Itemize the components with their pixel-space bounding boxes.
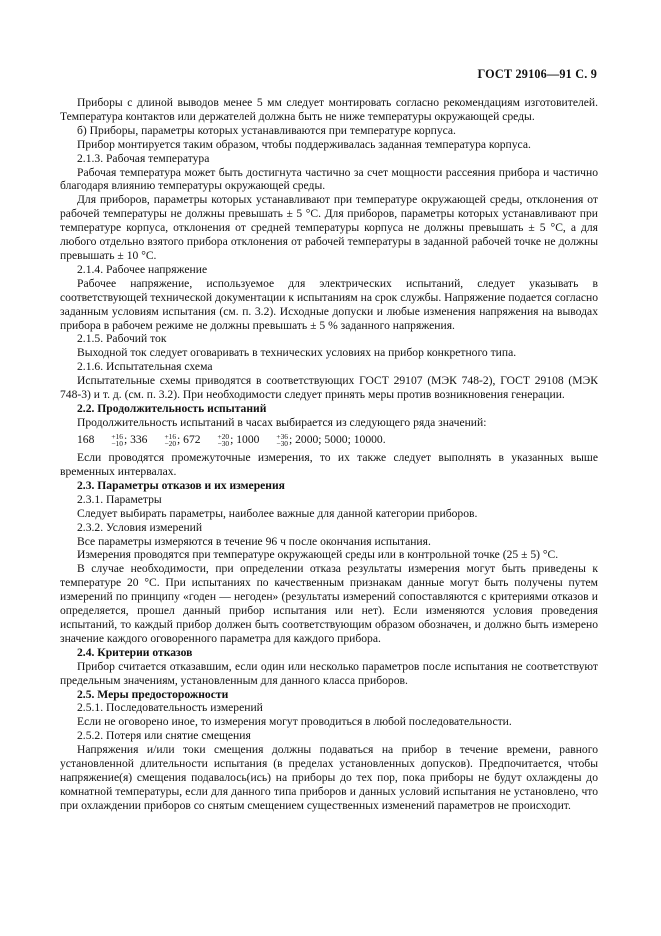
tolerance-upper: +36	[276, 432, 288, 442]
paragraph: Прибор считается отказавшим, если один или несколько параметров после испытания не соответствуют предельным значениям, установленным для данного класса приборов.	[60, 659, 598, 687]
tolerance	[94, 433, 123, 447]
section-heading: 2.5.2. Потеря или снятие смещения	[77, 729, 251, 743]
duration-series: 168 +16 −10 ; 336 +16 −20 ; 672 +20 −30 ; 1000 +36 −30 ; 2000; 5000; 10000.	[77, 432, 386, 449]
paragraph: Приборы с длиной выводов менее 5 мм следует монтировать согласно рекомендациям изготовителей. Температура контактов или держателей должна быть не ниже температуры окружающей среды.	[60, 96, 598, 123]
paragraph: Напряжения и/или токи смещения должны подаваться на прибор в течение времени, равного установленной длительности испытания (в пределах установленных допусков). Предпочитается, чтобы напряжение(я) смещения подавалось(ись) на приборы до тех пор, пока приборы не будут охлаждены до комнатной температуры, если для данного типа приборов и данных условий испытания не установлено, что при охлаждении приборов со снятым смещением существенных изменений параметров не происходит.	[60, 743, 598, 812]
tolerance-upper: +16	[111, 432, 123, 442]
paragraph: В случае необходимости, при определении отказа результаты измерения могут быть приведены к температуре 20 °С. При испытаниях по качественным признакам данные могут быть получены путем измерений по принципу «годен — негоден» (результаты измерений сопоставляются с критериями отказов и определяется, прошел данный прибор испытания или нет). Если изменяются условия проведения испытаний, то каждый прибор должен быть соответствующим образом обозначен, и должно быть измерено значение каждого оговоренного параметра для каждого прибора.	[60, 562, 598, 645]
tolerance	[201, 433, 230, 447]
section-heading: 2.3. Параметры отказов и их измерения	[77, 478, 285, 492]
section-heading: 2.5.1. Последовательность измерений	[77, 701, 263, 715]
paragraph: Для приборов, параметры которых устанавливают при температуре окружающей среды, отклонения от рабочей температуры не должны превышать ± 5 °С. Для приборов, параметры которых устанавливают при температуре корпуса, отклонения от средней температуры корпуса не должны превышать ± 5 °С, а для любого отдельно взятого прибора отклонения от рабочей температуры в заданной рабочей точке не должны превышать ± 10 °С.	[60, 193, 598, 262]
tolerance	[147, 433, 176, 447]
paragraph: Испытательные схемы приводятся в соответствующих ГОСТ 29107 (МЭК 748-2), ГОСТ 29108 (МЭК 748-3) и т. д. (см. п. 3.2). При необходимости следует принять меры против возникновения генерации.	[60, 374, 598, 402]
paragraph: Если проводятся промежуточные измерения, то их также следует выполнять в указанных выше временных интервалах.	[60, 451, 598, 478]
paragraph: Продолжительность испытаний в часах выбирается из следующего ряда значений:	[77, 415, 487, 429]
paragraph: Рабочее напряжение, используемое для электрических испытаний, следует указывать в соответствующей технической документации к испытаниям на срок службы. Напряжение подается согласно заданным условиям испытания (см. п. 3.2). Исходные допуски и любые изменения напряжения на выводах прибора в рабочем режиме не должны превышать ± 5 % заданного напряжения.	[60, 276, 598, 332]
section-heading: 2.3.2. Условия измерений	[77, 520, 203, 534]
series-value: 1000	[236, 432, 260, 446]
tolerance-upper: +20	[217, 432, 230, 442]
series-value: 672	[183, 432, 201, 446]
paragraph: Рабочая температура может быть достигнута частично за счет мощности рассеяния прибора и частично благодаря влиянию температуры окружающей среды.	[60, 165, 598, 193]
section-heading: 2.1.4. Рабочее напряжение	[77, 262, 208, 276]
paragraph: б) Приборы, параметры которых устанавливаются при температуре корпуса.	[77, 123, 456, 137]
paragraph: Выходной ток следует оговаривать в технических условиях на прибор конкретного типа.	[77, 346, 517, 360]
section-heading: 2.4. Критерии отказов	[77, 645, 193, 659]
paragraph: Следует выбирать параметры, наиболее важные для данной категории приборов.	[77, 506, 478, 520]
section-heading: 2.1.3. Рабочая температура	[77, 151, 210, 165]
tolerance-lower: −30	[276, 439, 288, 449]
paragraph: Если не оговорено иное, то измерения могут проводиться в любой последовательности.	[77, 715, 512, 729]
paragraph: Все параметры измеряются в течение 96 ч после окончания испытания.	[77, 534, 431, 548]
paragraph: Прибор монтируется таким образом, чтобы поддерживалась заданная температура корпуса.	[77, 137, 531, 151]
section-heading: 2.3.1. Параметры	[77, 492, 162, 506]
series-value: 168	[77, 432, 95, 446]
tolerance-lower: −30	[217, 439, 230, 449]
tolerance-lower: −20	[164, 439, 177, 449]
section-heading: 2.1.6. Испытательная схема	[77, 360, 213, 374]
paragraph: Измерения проводятся при температуре окружающей среды или в контрольной точке (25 ± 5) °С.	[77, 548, 559, 562]
section-heading: 2.1.5. Рабочий ток	[77, 332, 167, 346]
page-header: ГОСТ 29106—91 С. 9	[477, 67, 597, 81]
section-heading: 2.5. Меры предосторожности	[77, 687, 229, 701]
tolerance-upper: +16	[164, 432, 177, 442]
series-value: 336	[130, 432, 148, 446]
document-body	[60, 96, 598, 813]
tolerance	[259, 433, 288, 447]
series-rest: 2000; 5000; 10000.	[295, 432, 386, 446]
tolerance-lower: −10	[111, 439, 123, 449]
section-heading: 2.2. Продолжительность испытаний	[77, 401, 267, 415]
